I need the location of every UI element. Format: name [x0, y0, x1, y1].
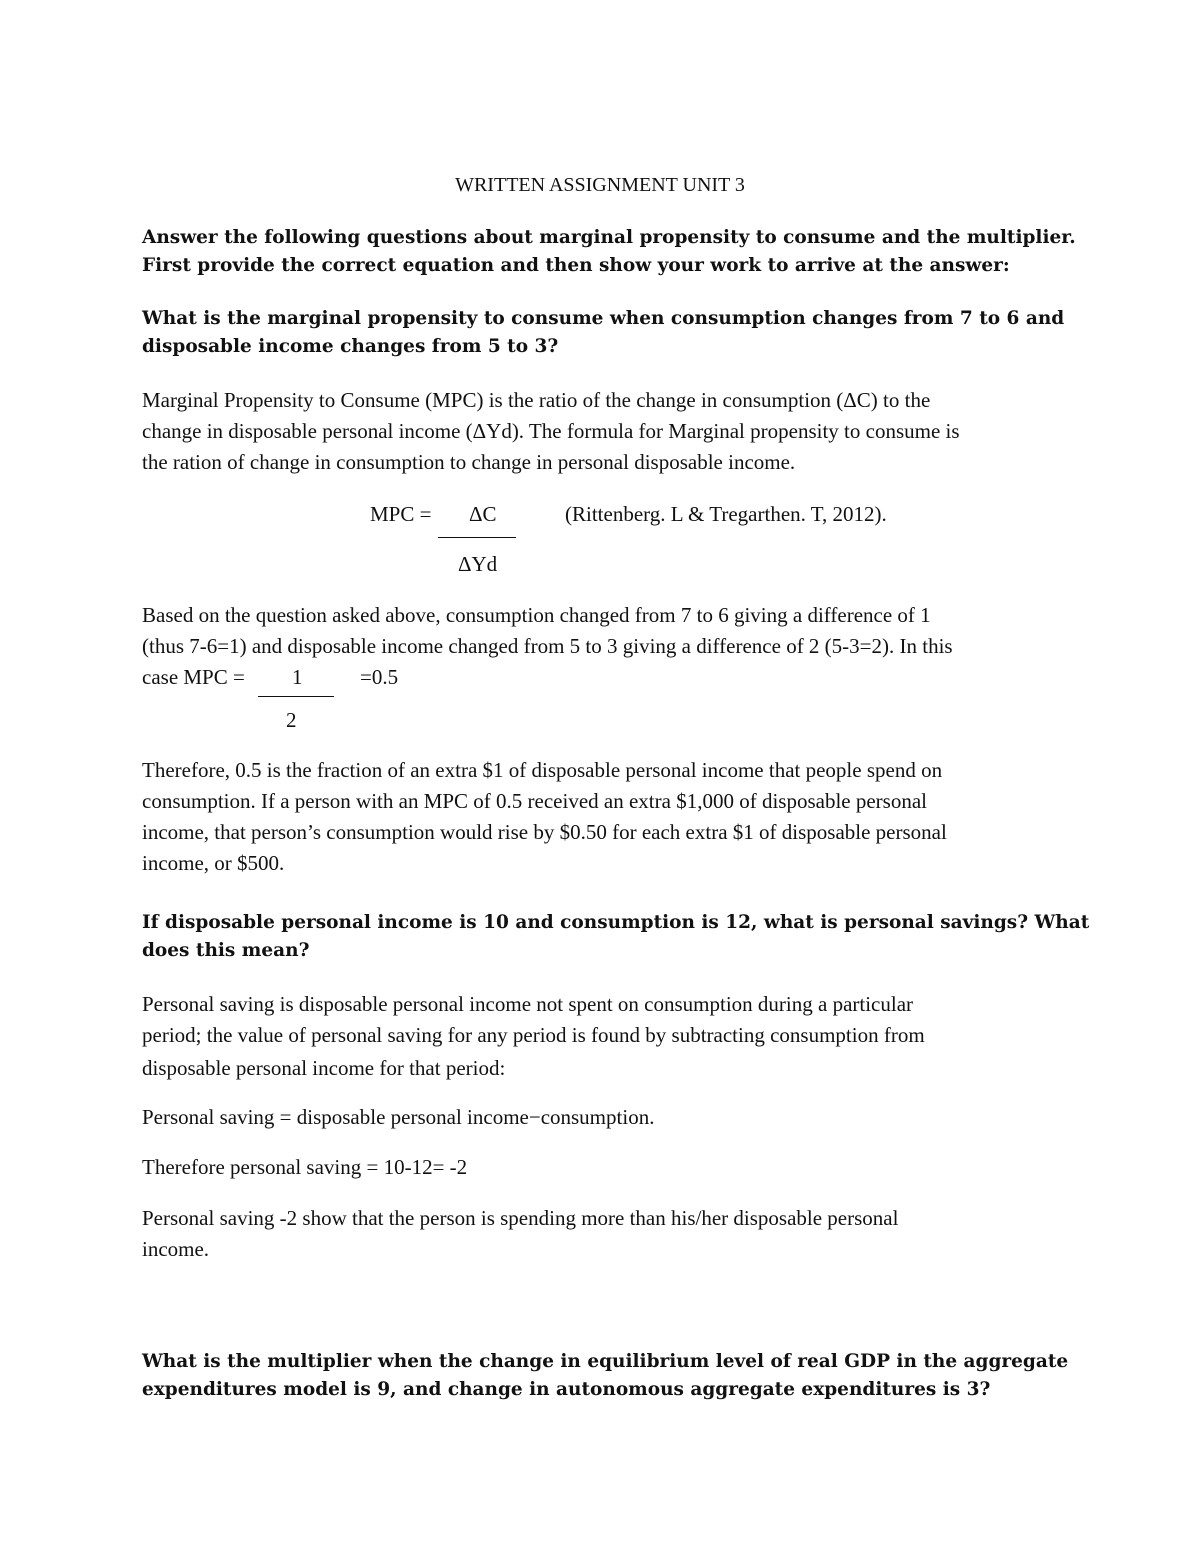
document-title: WRITTEN ASSIGNMENT UNIT 3	[455, 174, 745, 196]
paragraph-line: Therefore, 0.5 is the fraction of an extra $1 of disposable personal income that people spend on	[142, 758, 943, 782]
intro-line: Answer the following questions about marginal propensity to consume and the multiplier.	[142, 227, 1076, 248]
paragraph-line: (thus 7-6=1) and disposable income changed from 5 to 3 giving a difference of 2 (5-3=2). In this	[142, 634, 953, 658]
question-2	[142, 909, 1090, 965]
mpc-definition	[142, 385, 1082, 478]
question-line: expenditures model is 9, and change in autonomous aggregate expenditures is 3?	[142, 1379, 991, 1400]
paragraph-line: income.	[142, 1237, 210, 1261]
question-line: does this mean?	[142, 940, 310, 961]
mpc-calc-result: =0.5	[360, 665, 399, 689]
paragraph-line: Personal saving -2 show that the person is spending more than his/her disposable personal	[142, 1206, 899, 1230]
paragraph-line: consumption. If a person with an MPC of 0.5 received an extra $1,000 of disposable personal	[142, 789, 927, 813]
question-3	[142, 1348, 1082, 1404]
paragraph-line: income, that person’s consumption would rise by $0.50 for each extra $1 of disposable personal	[142, 820, 947, 844]
question-line: disposable income changes from 5 to 3?	[142, 336, 559, 357]
paragraph-line: Personal saving is disposable personal income not spent on consumption during a particular	[142, 992, 914, 1016]
mpc-calc-numerator: 1	[292, 665, 303, 689]
question-1	[142, 305, 1082, 361]
paragraph-line: Marginal Propensity to Consume (MPC) is the ratio of the change in consumption (ΔC) to the	[142, 388, 931, 412]
saving-meaning	[142, 1203, 1082, 1265]
paragraph-line: change in disposable personal income (ΔYd). The formula for Marginal propensity to consume is	[142, 419, 960, 443]
mpc-work	[142, 600, 1082, 662]
saving-definition	[142, 989, 1082, 1084]
mpc-calc-prefix: case MPC =	[142, 665, 245, 689]
mpc-formula-numerator: ΔC	[469, 502, 497, 526]
paragraph-line: Based on the question asked above, consumption changed from 7 to 6 giving a difference of 1	[142, 603, 931, 627]
question-line: What is the multiplier when the change in equilibrium level of real GDP in the aggregate	[142, 1351, 1069, 1372]
paragraph-line: the ration of change in consumption to change in personal disposable income.	[142, 450, 796, 474]
mpc-formula-fraction-bar	[438, 537, 516, 538]
question-line: What is the marginal propensity to consume when consumption changes from 7 to 6 and	[142, 308, 1065, 329]
paragraph-line: period; the value of personal saving for any period is found by subtracting consumption from	[142, 1023, 925, 1047]
mpc-calc-fraction-bar	[258, 696, 334, 697]
intro-paragraph	[142, 224, 1082, 280]
paragraph-line: disposable personal income for that period:	[142, 1056, 506, 1080]
saving-formula	[142, 1102, 1082, 1133]
mpc-formula-denominator: ΔYd	[458, 552, 498, 576]
saving-calculation	[142, 1152, 1082, 1183]
intro-line: First provide the correct equation and then show your work to arrive at the answer:	[142, 255, 1010, 276]
question-line: If disposable personal income is 10 and consumption is 12, what is personal savings? What	[142, 912, 1090, 933]
paragraph-line: Therefore personal saving = 10-12= -2	[142, 1155, 468, 1179]
formula-citation: (Rittenberg. L & Tregarthen. T, 2012).	[565, 502, 887, 526]
mpc-calc-denominator: 2	[286, 708, 297, 732]
paragraph-line: income, or $500.	[142, 851, 285, 875]
mpc-conclusion	[142, 755, 1082, 879]
paragraph-line: Personal saving = disposable personal income−consumption.	[142, 1105, 655, 1129]
mpc-formula-lhs: MPC =	[370, 502, 432, 526]
